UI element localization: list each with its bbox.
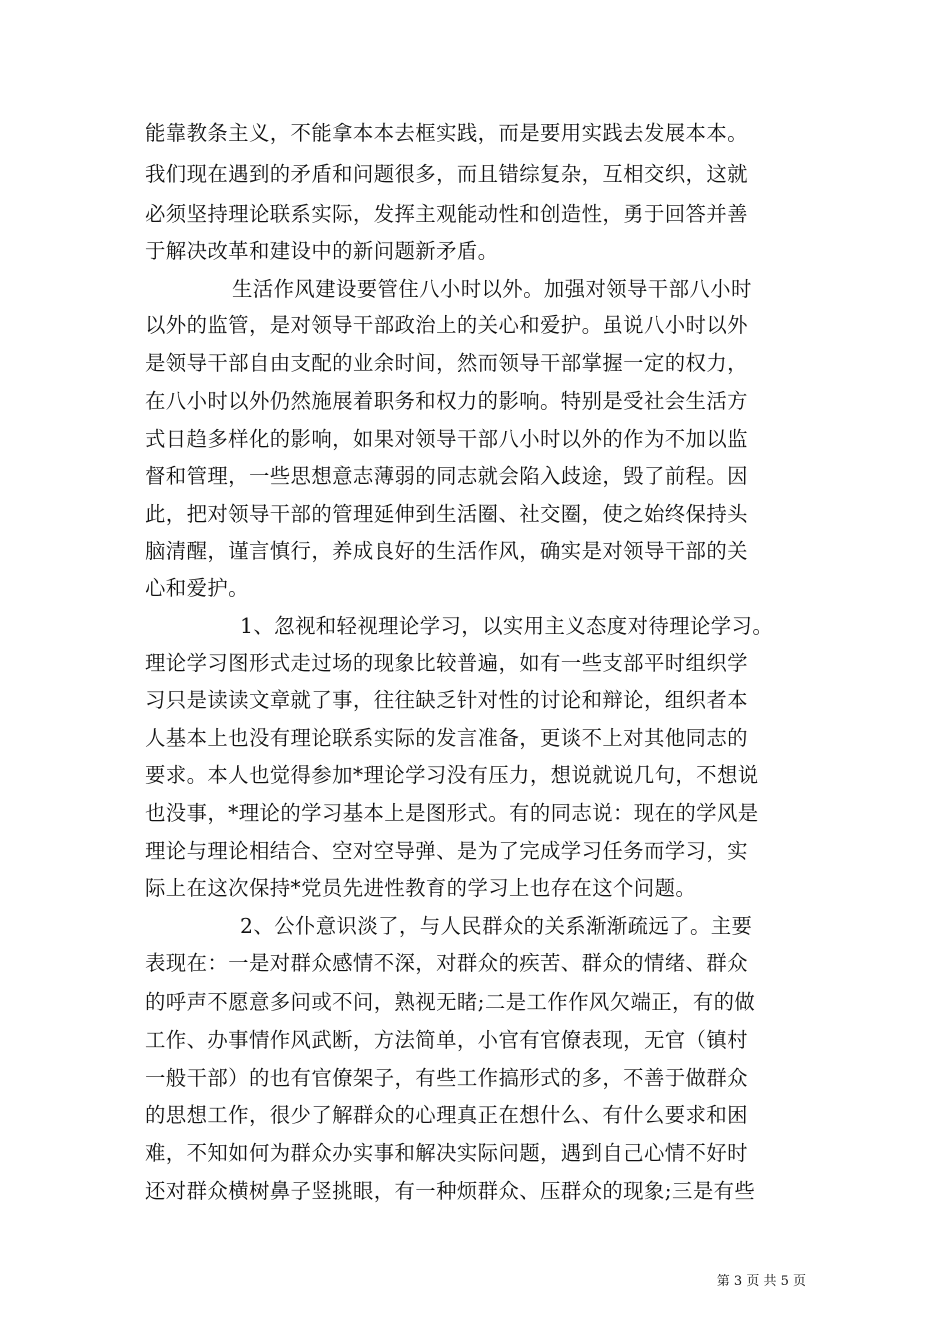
text-line: 习只是读读文章就了事，往往缺乏针对性的讨论和辩论，组织者本	[145, 688, 748, 712]
text-line: 是领导干部自由支配的业余时间，然而领导干部掌握一定的权力，	[145, 351, 748, 375]
text-line: 人基本上也没有理论联系实际的发言准备，更谈不上对其他同志的	[145, 726, 748, 750]
text-line: 的呼声不愿意多问或不问，熟视无睹;二是工作作风欠端正，有的做	[145, 990, 756, 1014]
text-line: 理论学习图形式走过场的现象比较普遍，如有一些支部平时组织学	[145, 651, 748, 675]
text-line: 的思想工作，很少了解群众的心理真正在想什么、有什么要求和困	[145, 1103, 748, 1127]
text-line: 还对群众横树鼻子竖挑眼，有一种烦群众、压群众的现象;三是有些	[145, 1179, 756, 1203]
text-line: 此，把对领导干部的管理延伸到生活圈、社交圈，使之始终保持头	[145, 502, 748, 526]
text-line: 一般干部）的也有官僚架子，有些工作搞形式的多，不善于做群众	[145, 1066, 748, 1090]
text-line: 也没事，*理论的学习基本上是图形式。有的同志说：现在的学风是	[145, 801, 759, 825]
text-line: 难，不知如何为群众办实事和解决实际问题，遇到自己心情不好时	[145, 1141, 748, 1165]
page-footer	[0, 1271, 950, 1293]
page-number: 第 3 页 共 5 页	[716, 1274, 806, 1289]
text-line: 我们现在遇到的矛盾和问题很多，而且错综复杂，互相交织，这就	[145, 162, 748, 186]
text-line: 必须坚持理论联系实际，发挥主观能动性和创造性，勇于回答并善	[145, 202, 748, 226]
text-line: 脑清醒，谨言慎行，养成良好的生活作风，确实是对领导干部的关	[145, 539, 748, 563]
text-line: 际上在这次保持*党员先进性教育的学习上也存在这个问题。	[145, 876, 697, 900]
paragraph-first-line: 1、忽视和轻视理论学习，以实用主义态度对待理论学习。	[240, 614, 774, 638]
text-line: 理论与理论相结合、空对空导弹、是为了完成学习任务而学习，实	[145, 839, 748, 863]
text-line: 在八小时以外仍然施展着职务和权力的影响。特别是受社会生活方	[145, 389, 748, 413]
text-line: 要求。本人也觉得参加*理论学习没有压力，想说就说几句，不想说	[145, 763, 759, 787]
text-line: 心和爱护。	[145, 576, 249, 600]
text-line: 工作、办事情作风武断，方法简单，小官有官僚表现，无官（镇村	[145, 1028, 748, 1052]
paragraph-first-line: 2、公仆意识淡了，与人民群众的关系渐渐疏远了。主要	[240, 914, 753, 938]
paragraph-first-line: 生活作风建设要管住八小时以外。加强对领导干部八小时	[232, 277, 752, 301]
text-line: 以外的监管，是对领导干部政治上的关心和爱护。虽说八小时以外	[145, 313, 748, 337]
text-line: 式日趋多样化的影响，如果对领导干部八小时以外的作为不加以监	[145, 427, 748, 451]
text-line: 能靠教条主义，不能拿本本去框实践，而是要用实践去发展本本。	[145, 121, 748, 145]
text-line: 于解决改革和建设中的新问题新矛盾。	[145, 239, 499, 263]
text-line: 督和管理，一些思想意志薄弱的同志就会陷入歧途，毁了前程。因	[145, 464, 748, 488]
text-line: 表现在：一是对群众感情不深，对群众的疾苦、群众的情绪、群众	[145, 951, 748, 975]
